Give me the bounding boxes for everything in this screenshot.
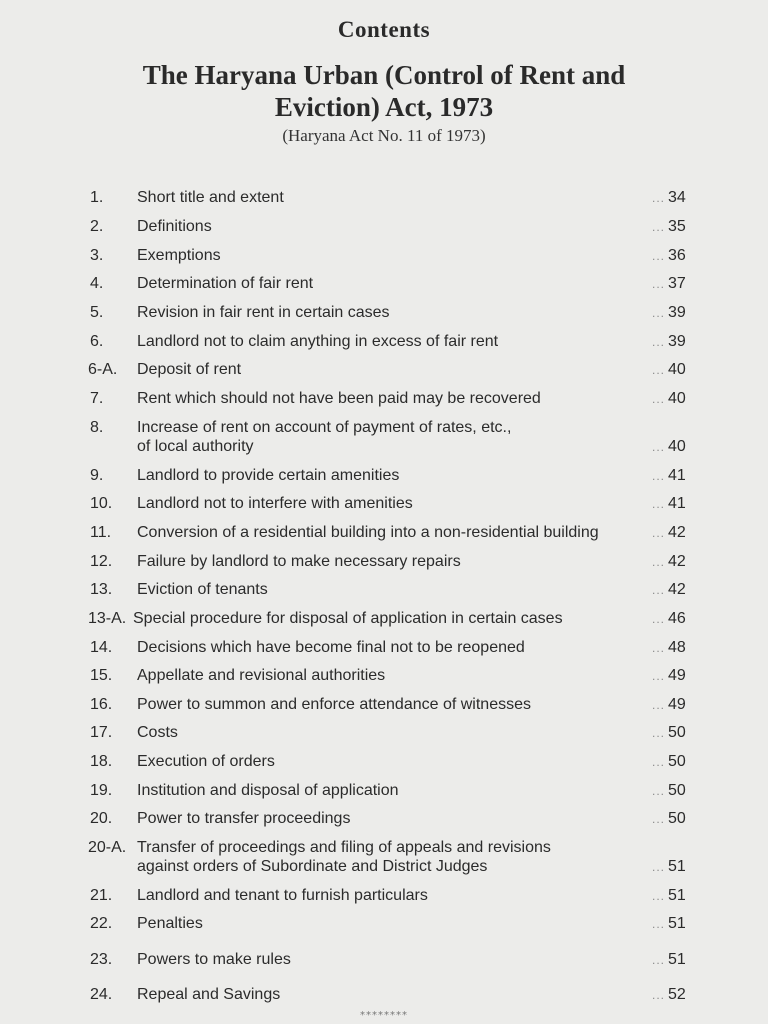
contents-heading: Contents: [337, 17, 431, 42]
toc-entry-number: 6-A.: [88, 361, 118, 378]
leader-dots: ...: [652, 641, 666, 655]
leader-dots: ...: [652, 363, 666, 377]
leader-dots: ...: [652, 191, 666, 205]
toc-entry-title: Decisions which have become final not to be reopened: [137, 639, 525, 656]
toc-entry-page: [652, 552, 686, 572]
toc-entry-number: 20-A.: [88, 839, 127, 856]
toc-entry-title: Penalties: [137, 915, 203, 932]
leader-dots: ...: [652, 953, 666, 967]
toc-entry-page: [652, 389, 686, 409]
leader-dots: ...: [652, 469, 666, 483]
toc-entry-page: [652, 723, 686, 743]
toc-entry-page: [652, 303, 686, 323]
toc-entry-title: Landlord not to claim anything in excess of fair rent: [137, 333, 499, 350]
toc-entry-page: [652, 523, 686, 543]
page-number: 42: [668, 581, 686, 598]
leader-dots: ...: [652, 612, 666, 626]
toc-entry-number: 22.: [90, 915, 113, 932]
toc-entry-title: Costs: [137, 724, 178, 741]
toc-entry-title: Determination of fair rent: [137, 275, 314, 292]
toc-entry-title: Revision in fair rent in certain cases: [137, 304, 390, 321]
page-number: 48: [668, 639, 686, 656]
page-number: 42: [668, 524, 686, 541]
toc-entry-number: 2.: [90, 218, 104, 235]
toc-entry-title: Special procedure for disposal of application in certain cases: [133, 610, 563, 627]
page-number: 34: [668, 189, 686, 206]
leader-dots: ...: [652, 988, 666, 1002]
toc-entry-number: 4.: [90, 275, 104, 292]
toc-entry-number: 7.: [90, 390, 104, 407]
toc-entry-page: [652, 466, 686, 486]
toc-entry-page: [652, 886, 686, 906]
toc-entry-title: Institution and disposal of application: [137, 782, 399, 799]
page-number: 51: [668, 887, 686, 904]
toc-entry-page: [652, 360, 686, 380]
toc-entry-page: [652, 781, 686, 801]
toc-entry-title: Landlord not to interfere with amenities: [137, 495, 413, 512]
page-number: 49: [668, 696, 686, 713]
toc-entry-title: Power to summon and enforce attendance of witnesses: [137, 696, 531, 713]
toc-entry-number: 1.: [90, 189, 104, 206]
leader-dots: ...: [652, 889, 666, 903]
toc-entry-title: Power to transfer proceedings: [137, 810, 351, 827]
toc-entry-number: 23.: [90, 951, 113, 968]
toc-entry-number: 17.: [90, 724, 113, 741]
toc-entry-number: 24.: [90, 986, 113, 1003]
leader-dots: ...: [652, 698, 666, 712]
toc-entry-title: Failure by landlord to make necessary repairs: [137, 553, 461, 570]
leader-dots: ...: [652, 249, 666, 263]
toc-entry-title: Deposit of rent: [137, 361, 242, 378]
toc-entry-page: [652, 695, 686, 715]
leader-dots: ...: [652, 220, 666, 234]
toc-entry-number: 3.: [90, 247, 104, 264]
toc-entry-number: 14.: [90, 639, 113, 656]
leader-dots: ...: [652, 669, 666, 683]
page-number: 51: [668, 858, 686, 875]
toc-entry-title: Landlord to provide certain amenities: [137, 467, 400, 484]
toc-entry-number: 8.: [90, 419, 104, 436]
toc-entry-page: [652, 609, 686, 629]
page-number: 39: [668, 333, 686, 350]
page-number: 42: [668, 553, 686, 570]
toc-entry-page: [652, 494, 686, 514]
toc-entry-page: [652, 580, 686, 600]
toc-entry-page: [652, 188, 686, 208]
page-number: 41: [668, 467, 686, 484]
leader-dots: ...: [652, 392, 666, 406]
toc-entry-page: [652, 950, 686, 970]
leader-dots: ...: [652, 555, 666, 569]
toc-entry-page: [652, 809, 686, 829]
page-number: 41: [668, 495, 686, 512]
page-number: 39: [668, 304, 686, 321]
toc-entry-page: [652, 437, 686, 457]
leader-dots: ...: [652, 726, 666, 740]
toc-entry-page: [652, 666, 686, 686]
leader-dots: ...: [652, 917, 666, 931]
toc-entry-number: 5.: [90, 304, 104, 321]
toc-entry-page: [652, 246, 686, 266]
leader-dots: ...: [652, 335, 666, 349]
toc-entry-title: Landlord and tenant to furnish particulars: [137, 887, 428, 904]
toc-entry-number: 20.: [90, 810, 113, 827]
toc-entry-title: Powers to make rules: [137, 951, 291, 968]
act-number: (Haryana Act No. 11 of 1973): [282, 126, 486, 145]
toc-entry-number: 13.: [90, 581, 113, 598]
leader-dots: ...: [652, 306, 666, 320]
act-title-line: Eviction) Act, 1973: [274, 92, 494, 122]
page-number: 50: [668, 810, 686, 827]
leader-dots: ...: [652, 784, 666, 798]
toc-entry-title: Appellate and revisional authorities: [137, 667, 386, 684]
toc-entry-number: 10.: [90, 495, 113, 512]
page-number: 51: [668, 951, 686, 968]
toc-entry-number: 15.: [90, 667, 113, 684]
leader-dots: ...: [652, 440, 666, 454]
toc-entry-page: [652, 332, 686, 352]
toc-entry-number: 21.: [90, 887, 113, 904]
page-number: 35: [668, 218, 686, 235]
toc-entry-page: [652, 752, 686, 772]
toc-entry-title: Repeal and Savings: [137, 986, 281, 1003]
toc-entry-title: Definitions: [137, 218, 212, 235]
toc-entry-number: 13-A.: [88, 610, 127, 627]
page-number: 51: [668, 915, 686, 932]
toc-entry-title: Conversion of a residential building into a non-residential building: [137, 524, 599, 541]
page-number: 50: [668, 782, 686, 799]
toc-entry-number: 11.: [90, 524, 112, 541]
page-number: 49: [668, 667, 686, 684]
toc-entry-title: Increase of rent on account of payment of rates, etc., of local authority: [137, 419, 512, 455]
page-number: 50: [668, 724, 686, 741]
toc-entry-number: 16.: [90, 696, 113, 713]
page-number: 50: [668, 753, 686, 770]
toc-entry-number: 18.: [90, 753, 113, 770]
toc-entry-title: Eviction of tenants: [137, 581, 268, 598]
toc-entry-page: [652, 217, 686, 237]
toc-entry-title: Exemptions: [137, 247, 221, 264]
toc-entry-title: Rent which should not have been paid may be recovered: [137, 390, 541, 407]
end-ornament: ********: [360, 1010, 408, 1021]
toc-entry-page: [652, 857, 686, 877]
toc-entry-number: 9.: [90, 467, 104, 484]
page-number: 40: [668, 361, 686, 378]
toc-entry-title: Execution of orders: [137, 753, 275, 770]
toc-entry-title: Transfer of proceedings and filing of appeals and revisions against orders of Subordinate and District Judges: [137, 839, 551, 875]
leader-dots: ...: [652, 755, 666, 769]
page-number: 36: [668, 247, 686, 264]
toc-entry-page: [652, 638, 686, 658]
toc-entry-page: [652, 274, 686, 294]
page-number: 40: [668, 390, 686, 407]
act-title-line: The Haryana Urban (Control of Rent and: [142, 60, 626, 90]
leader-dots: ...: [652, 812, 666, 826]
toc-entry-page: [652, 914, 686, 934]
toc-entry-page: [652, 985, 686, 1005]
leader-dots: ...: [652, 497, 666, 511]
leader-dots: ...: [652, 583, 666, 597]
page-number: 46: [668, 610, 686, 627]
page-number: 37: [668, 275, 686, 292]
toc-entry-number: 12.: [90, 553, 113, 570]
leader-dots: ...: [652, 277, 666, 291]
toc-entry-number: 6.: [90, 333, 104, 350]
leader-dots: ...: [652, 526, 666, 540]
leader-dots: ...: [652, 860, 666, 874]
toc-entry-number: 19.: [90, 782, 113, 799]
page-number: 40: [668, 438, 686, 455]
page-number: 52: [668, 986, 686, 1003]
toc-entry-title: Short title and extent: [137, 189, 284, 206]
